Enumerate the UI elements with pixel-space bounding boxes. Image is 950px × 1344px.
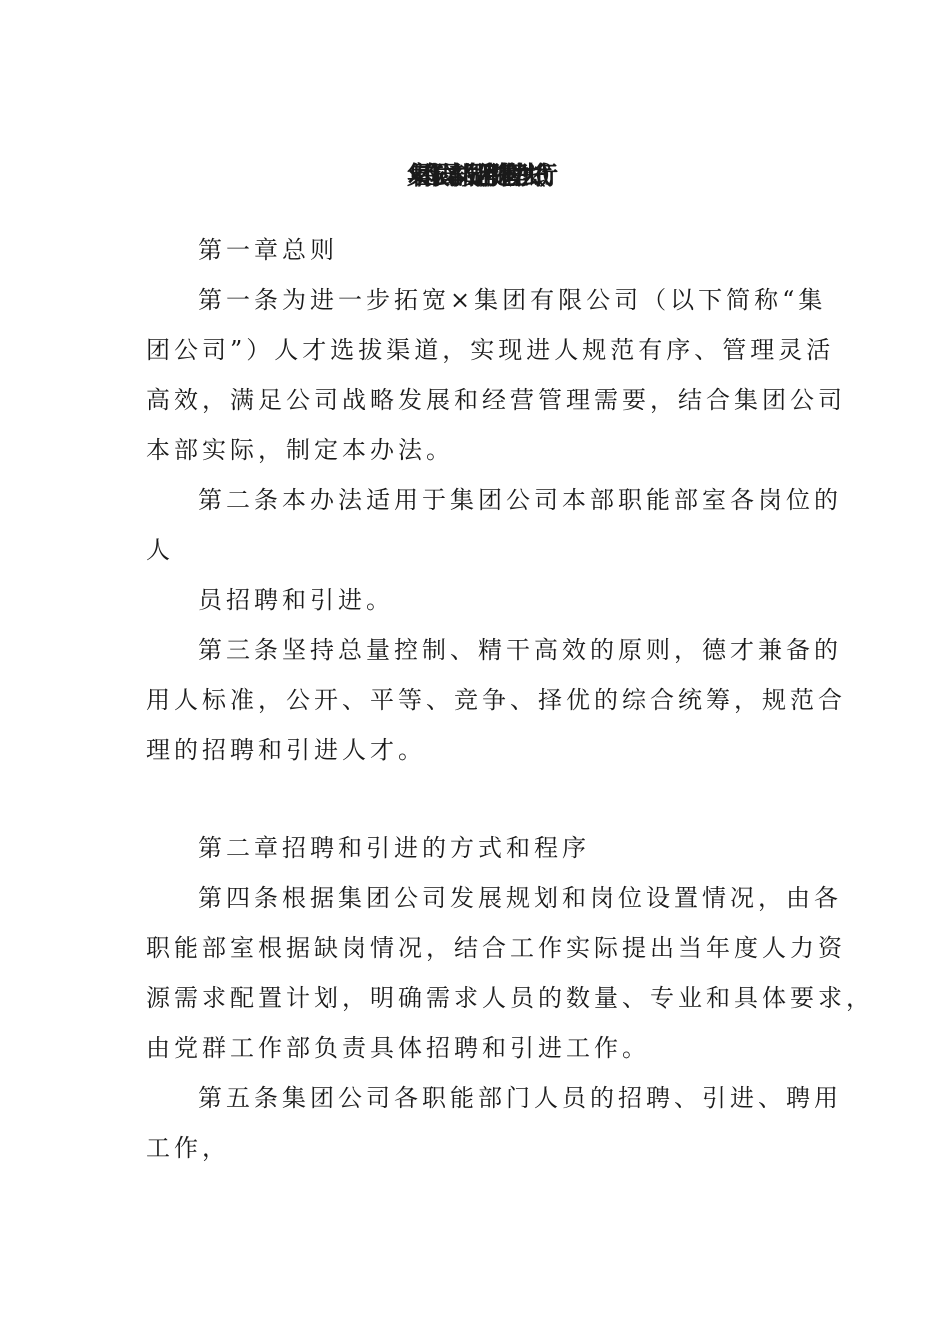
article-5-line-2: 工作， (146, 1134, 230, 1162)
article-1-line-2: 团公司”）人才选拔渠道，实现进人规范有序、管理灵活 (146, 336, 835, 364)
article-4-line-3: 源需求配置计划，明确需求人员的数量、专业和具体要求， (146, 984, 874, 1012)
article-1-line-3: 高效，满足公司战略发展和经营管理需要，结合集团公司 (146, 386, 846, 414)
article-1-line-1: 第一条为进一步拓宽×集团有限公司（以下简称“集 (198, 286, 827, 314)
article-3-line-2: 用人标准，公开、平等、竞争、择优的综合统筹，规范合 (146, 686, 846, 714)
chapter-1-heading: 第一章总则 (198, 236, 338, 264)
article-1-line-4: 本部实际，制定本办法。 (146, 436, 454, 464)
chapter-2-heading: 第二章招聘和引进的方式和程序 (198, 834, 590, 862)
article-4-line-2: 职能部室根据缺岗情况，结合工作实际提出当年度人力资 (146, 934, 846, 962)
document-title: ×集团有限公司本部人员招聘和引进管理办法（试行） (405, 161, 545, 190)
article-2-line-3: 员招聘和引进。 (198, 586, 394, 614)
article-4-line-1: 第四条根据集团公司发展规划和岗位设置情况，由各 (198, 884, 842, 912)
article-4-line-4: 由党群工作部负责具体招聘和引进工作。 (146, 1034, 650, 1062)
article-3-line-3: 理的招聘和引进人才。 (146, 736, 426, 764)
article-3-line-1: 第三条坚持总量控制、精干高效的原则，德才兼备的 (198, 636, 842, 664)
article-2-line-2: 人 (146, 536, 174, 564)
article-5-line-1: 第五条集团公司各职能部门人员的招聘、引进、聘用 (198, 1084, 842, 1112)
article-2-line-1: 第二条本办法适用于集团公司本部职能部室各岗位的 (198, 486, 842, 514)
